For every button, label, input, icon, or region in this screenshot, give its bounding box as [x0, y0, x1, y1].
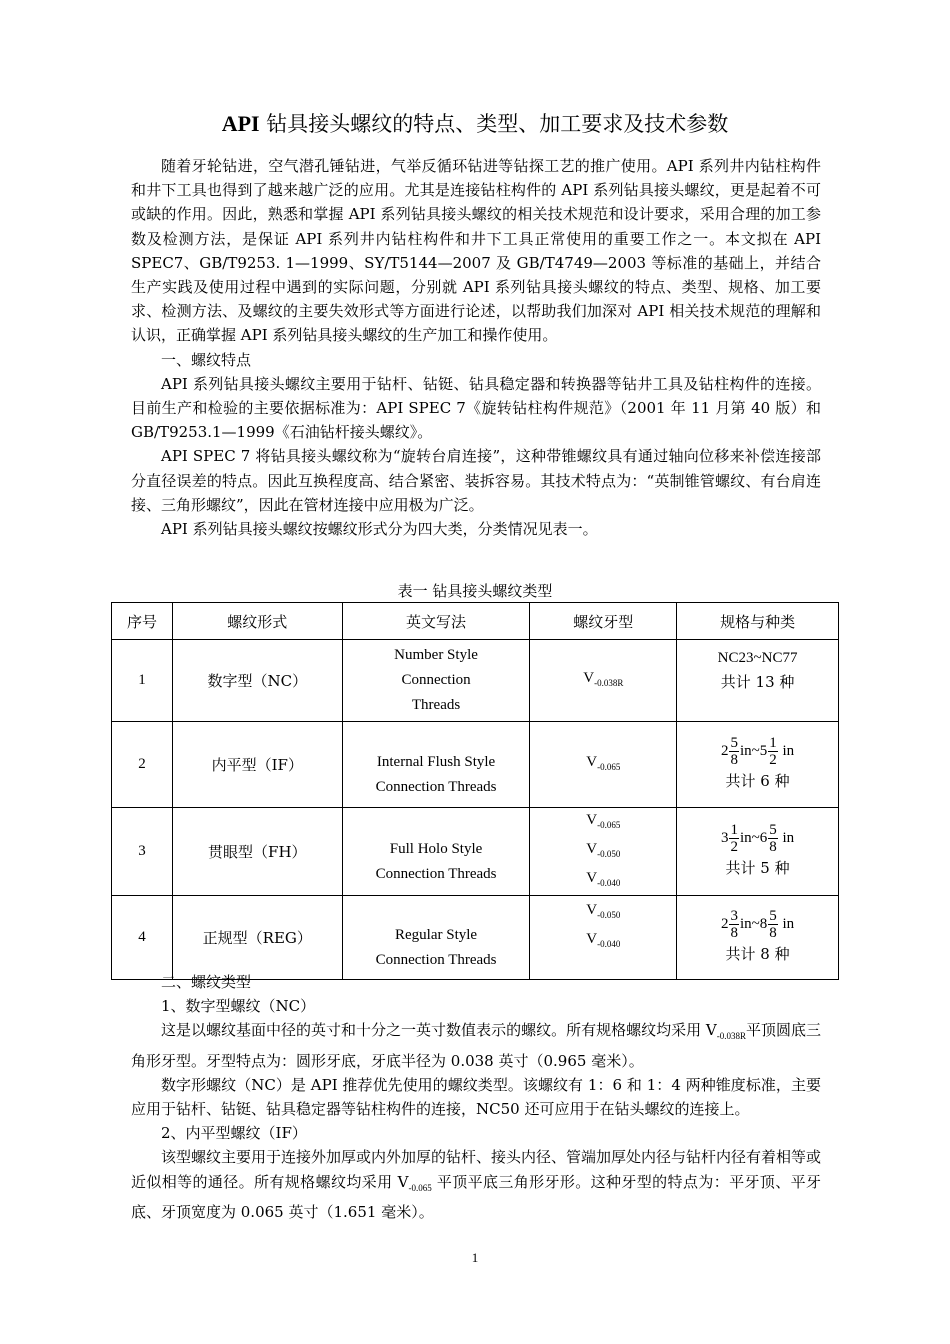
- row-number: 2: [112, 722, 173, 808]
- intro-paragraph-1: 随着牙轮钻进，空气潜孔锤钻进，气举反循环钻进等钻探工艺的推广使用。API 系列井内钻柱构件和井下工具也得到了越来越广泛的应用。尤其是连接钻柱构件的 API 系列钻具接头螺纹，更是起着不可或缺的作用。因此，熟悉和掌握 API 系列钻具接头螺纹的相关技术规范和设计要求，采用合理的加工参数及检测方法，是保证 API 系列井内钻柱构件和井下工具正常使用的重要工作之一。本文拟在 API SPEC7、GB/T9253. 1—1999、SY/T5144—2007 及 GB/T4749—2003 等标准的基础上，并结合生产实践及使用过程中遇到的实际问题，分别就 API 系列钻具接头螺纹的特点、类型、规格、加工要求、检测方法、及螺纹的主要失效形式等方面进行论述，以帮助我们加深对 API 相关技术规范的理解和认识，正确掌握 API 系列钻具接头螺纹的生产加工和操作使用。: [131, 157, 821, 345]
- fraction-denominator: 2: [730, 839, 738, 855]
- spec-fraction: [729, 735, 739, 768]
- nc-paragraph-1: [131, 1018, 821, 1072]
- header-cell: 规格与种类: [677, 603, 839, 640]
- thread-profile: [530, 722, 677, 808]
- spec-cell: [677, 896, 839, 980]
- spec-fraction: [768, 822, 778, 855]
- english-name: [342, 722, 530, 808]
- fraction-denominator: 8: [730, 925, 738, 941]
- spec-whole: 2: [720, 742, 729, 759]
- spec-fraction: [768, 735, 778, 768]
- spec-fraction: [768, 908, 778, 941]
- spec-range: NC23~NC77: [717, 650, 798, 666]
- english-name-line: Connection Threads: [375, 951, 497, 968]
- fraction-denominator: 2: [769, 752, 777, 768]
- thread-form: 正规型（REG）: [172, 896, 342, 980]
- profile-symbol: [534, 666, 672, 695]
- page-number: 1: [471, 1250, 479, 1265]
- english-name-line: Connection Threads: [375, 778, 497, 795]
- spec-unit: in: [782, 829, 795, 846]
- header-cell: 英文写法: [342, 603, 530, 640]
- spec-cell: [677, 640, 839, 722]
- profile-sub: -0.050: [597, 910, 621, 920]
- spec-unit: in: [782, 915, 795, 932]
- profile-v: V: [586, 754, 598, 770]
- spec-mid: in~: [739, 742, 760, 759]
- spec-whole: 6: [759, 829, 768, 846]
- profile-symbol: [534, 927, 672, 956]
- if-profile-sub: -0.065: [408, 1182, 432, 1193]
- english-name-line: Regular Style: [395, 926, 478, 943]
- spec-count: 共计 6 种: [725, 772, 790, 790]
- english-name: [342, 896, 530, 980]
- profile-sub: -0.065: [597, 762, 621, 772]
- profile-symbol: [534, 866, 672, 895]
- profile-v: V: [586, 812, 598, 828]
- subsection-heading-nc: 1、数字型螺纹（NC）: [161, 997, 316, 1016]
- fraction-numerator: 1: [730, 822, 738, 838]
- table-row: [112, 722, 839, 808]
- row-number: 1: [112, 640, 173, 722]
- spec-whole: 3: [720, 829, 729, 846]
- thread-form: 贯眼型（FH）: [172, 808, 342, 896]
- spec-unit: in: [782, 742, 795, 759]
- nc-profile-sub: -0.038R: [716, 1031, 746, 1042]
- profile-v: V: [586, 870, 598, 886]
- spec-range: [681, 735, 834, 768]
- thread-form: 数字型（NC）: [172, 640, 342, 722]
- english-name-line: Full Holo Style: [389, 840, 483, 857]
- header-cell: 序号: [112, 603, 173, 640]
- spec-cell: [677, 722, 839, 808]
- intro-section: [131, 154, 821, 541]
- page-title: [0, 110, 950, 138]
- profile-symbol: [534, 750, 672, 779]
- fraction-denominator: 8: [730, 752, 738, 768]
- profile-sub: -0.038R: [594, 678, 624, 688]
- profile-symbol: [534, 898, 672, 927]
- spec-whole: 2: [720, 915, 729, 932]
- table-row: [112, 640, 839, 722]
- table-row: [112, 896, 839, 980]
- subsection-heading-if: 2、内平型螺纹（IF）: [161, 1124, 307, 1143]
- nc-text-a: 这是以螺纹基面中径的英寸和十分之一英寸数值表示的螺纹。所有规格螺纹均采用 V: [161, 1021, 717, 1040]
- if-paragraph: [131, 1145, 821, 1224]
- fraction-denominator: 8: [769, 839, 777, 855]
- fraction-numerator: 5: [769, 822, 777, 838]
- table-header-row: [112, 603, 839, 640]
- profile-symbol: [534, 837, 672, 866]
- spec-mid: in~: [739, 829, 760, 846]
- profile-v: V: [586, 902, 598, 918]
- spec-whole: 8: [759, 915, 768, 932]
- english-name-line: Connection: [401, 672, 471, 688]
- header-cell: 螺纹形式: [172, 603, 342, 640]
- thread-profile: [530, 640, 677, 722]
- fraction-numerator: 3: [730, 908, 738, 924]
- if-text-b: 平顶平底三角形牙形。这种牙型的特点为：平牙顶、平牙底、牙顶宽度为 0.065 英寸（1.651 毫米）。: [131, 1172, 821, 1221]
- spec-range: [681, 822, 834, 855]
- spec-count: 共计 8 种: [725, 945, 790, 963]
- fraction-numerator: 5: [730, 735, 738, 751]
- if-text-a: 该型螺纹主要用于连接外加厚或内外加厚的钻杆、接头内径、管端加厚处内径与钻杆内径有着相等或近似相等的通径。所有规格螺纹均采用 V: [131, 1148, 822, 1191]
- fraction-numerator: 1: [769, 735, 777, 751]
- nc-paragraph-2: 数字形螺纹（NC）是 API 推荐优先使用的螺纹类型。该螺纹有 1：6 和 1：4 两种锥度标准，主要应用于钻杆、钻铤、钻具稳定器等钻柱构件的连接，NC50 还可应用于在钻头螺纹的连接上。: [131, 1075, 821, 1119]
- english-name-line: Internal Flush Style: [376, 753, 496, 770]
- header-cell: 螺纹牙型: [530, 603, 677, 640]
- profile-sub: -0.065: [597, 820, 621, 830]
- english-name-line: Threads: [411, 697, 461, 713]
- nc-text-b: 平顶圆底三角形牙型。牙型特点为：圆形牙底，牙底半径为 0.038 英寸（0.965 毫米）。: [131, 1021, 821, 1070]
- profile-symbol: [534, 808, 672, 837]
- english-name: [342, 640, 530, 722]
- profile-sub: -0.050: [597, 849, 621, 859]
- types-section: [131, 970, 821, 1224]
- spec-mid: in~: [739, 915, 760, 932]
- section-heading-1: 一、螺纹特点: [161, 350, 252, 369]
- profile-v: V: [586, 841, 598, 857]
- spec-range: [681, 908, 834, 941]
- profile-v: V: [583, 670, 595, 686]
- intro-paragraph-2: API 系列钻具接头螺纹主要用于钻杆、钻铤、钻具稳定器和转换器等钻井工具及钻柱构件的连接。目前生产和检验的主要依据标准为：API SPEC 7《旋转钻柱构件规范》（2001 年 11 月第 40 版）和 GB/T9253.1—1999《石油钻杆接头螺纹》。: [131, 374, 821, 442]
- english-name-line: Number Style: [394, 647, 478, 663]
- title-rest: 钻具接头螺纹的特点、类型、加工要求及技术参数: [259, 112, 729, 136]
- section-heading-2: 二、螺纹类型: [161, 973, 252, 991]
- thread-profile: [530, 896, 677, 980]
- row-number: 4: [112, 896, 173, 980]
- spec-cell: [677, 808, 839, 896]
- table-row: [112, 808, 839, 896]
- title-latin: API: [221, 111, 260, 136]
- thread-type-table: [111, 602, 839, 980]
- intro-paragraph-3: API SPEC 7 将钻具接头螺纹称为“旋转台肩连接”，这种带锥螺纹具有通过轴向位移来补偿连接部分直径误差的特点。因此互换程度高、结合紧密、装拆容易。其技术特点为：“英制锥管螺纹、有台肩连接、三角形螺纹”，因此在管材连接中应用极为广泛。: [131, 447, 821, 514]
- spec-count: 共计 13 种: [720, 673, 795, 691]
- fraction-denominator: 8: [769, 925, 777, 941]
- spec-fraction: [729, 908, 739, 941]
- profile-v: V: [586, 931, 598, 947]
- profile-sub: -0.040: [597, 878, 621, 888]
- thread-form: 内平型（IF）: [172, 722, 342, 808]
- profile-sub: -0.040: [597, 939, 621, 949]
- spec-whole: 5: [759, 742, 768, 759]
- spec-count: 共计 5 种: [725, 859, 790, 877]
- english-name-line: Connection Threads: [375, 865, 497, 882]
- fraction-numerator: 5: [769, 908, 777, 924]
- intro-paragraph-4: API 系列钻具接头螺纹按螺纹形式分为四大类，分类情况见表一。: [161, 520, 598, 539]
- english-name: [342, 808, 530, 896]
- row-number: 3: [112, 808, 173, 896]
- spec-fraction: [729, 822, 739, 855]
- table-caption: 表一 钻具接头螺纹类型: [397, 582, 553, 600]
- thread-profile: [530, 808, 677, 896]
